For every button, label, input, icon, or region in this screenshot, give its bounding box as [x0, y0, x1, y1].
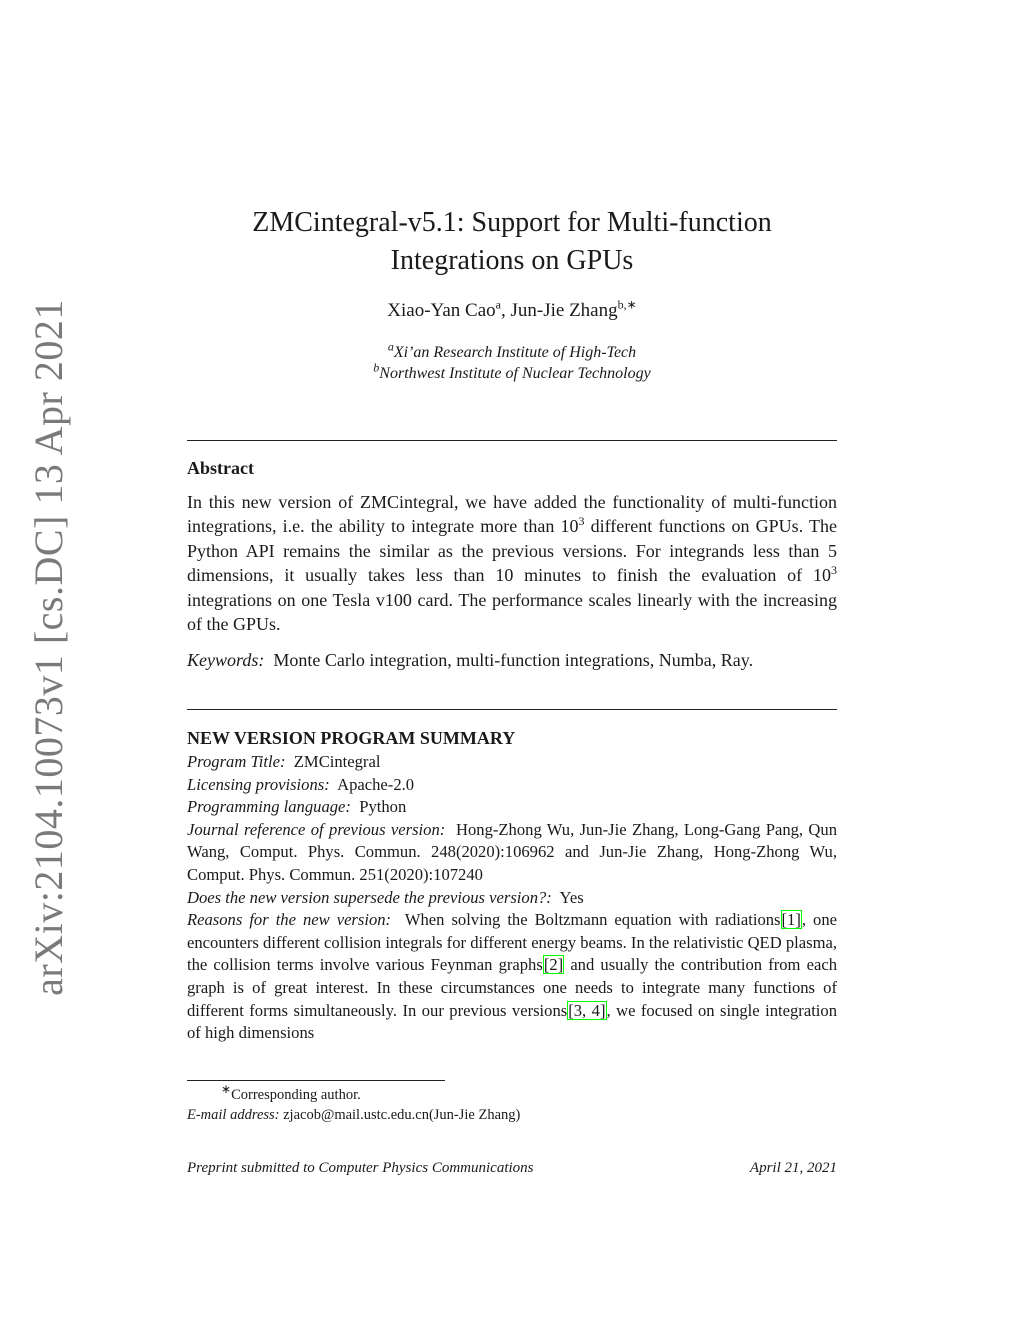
author-name: Xiao-Yan Cao — [387, 300, 496, 321]
author-name: Jun-Jie Zhang — [510, 300, 618, 321]
author-affiliation-mark: b,∗ — [617, 297, 637, 312]
abstract-text: In this new version of ZMCintegral, we have added the functionality of multi-function integrations, i.e. the ability to integrate more than $10^3$ different functions on GPUs. The Python API remains the similar as the previous versions. For integrands less than 5 dimensions, it usually takes less than 10 minutes to finish the evaluation of $10^3$ integrations on one Tesla v100 card. The performance scales linearly with the increasing of the GPUs. — [187, 492, 837, 635]
footnote-divider — [187, 1080, 445, 1081]
divider — [187, 709, 837, 710]
program-summary: Program Title: ZMCintegral Licensing provisions: Apache-2.0 Programming language: Python Journal reference of previous version: Hong-Zhong Wu, Jun-Jie Zhang, Long-Gang Pang, Qun Wang, Comput. Phys. Commun. 248(2020):106962 and Jun-Jie Zhang, Hong-Zhong Wu, Comput. Phys. Commun. 251(2020):107240 Does the new version supersede the previous version?: Yes Reasons for the new version: When solving the Boltzmann equation with radiations[1], one encounters different collision integrals for different energy beams. In the relativistic QED plasma, the collision terms involve various Feynman graphs[2] and usually the contribution from each graph is of great interest. In these circumstances one needs to integrate many functions of different forms simultaneously. In our previous versions[3, 4], we focused on single integration of high dimensions — [187, 752, 838, 1043]
keywords-text: Monte Carlo integration, multi-function integrations, Numba, Ray. — [273, 650, 754, 670]
divider — [187, 440, 837, 441]
email-address[interactable]: zjacob@mail.ustc.edu.cn(Jun-Jie Zhang) — [283, 1107, 521, 1123]
footnote-corresponding: ∗Corresponding author. — [221, 1082, 361, 1103]
author-affiliation-mark: a — [495, 297, 501, 312]
summary-heading: NEW VERSION PROGRAM SUMMARY — [187, 728, 516, 748]
page-footer — [187, 1160, 837, 1177]
footnote-email: E-mail address: zjacob@mail.ustc.edu.cn(Jun-Jie Zhang) — [187, 1107, 521, 1123]
citation-link[interactable]: [1] — [781, 910, 801, 930]
citation-link[interactable]: [3, 4] — [568, 1000, 606, 1020]
keywords-label: Keywords: — [187, 650, 265, 670]
abstract-heading: Abstract — [187, 458, 254, 478]
footer-date: April 21, 2021 — [749, 1160, 837, 1176]
arxiv-stamp-text: arXiv:2104.10073v1 [cs.DC] 13 Apr 2021 — [25, 298, 71, 996]
arxiv-stamp — [18, 298, 78, 996]
footnotes — [187, 1082, 837, 1125]
affiliation: $^b$Northwest Institute of Nuclear Technology — [373, 360, 651, 382]
keywords — [187, 648, 837, 672]
paper-title: ZMCintegral-v5.1: Support for Multi-function Integrations on GPUs — [252, 207, 772, 276]
footer-journal: Preprint submitted to Computer Physics Communications — [187, 1160, 534, 1176]
affiliation: $^a$Xi’an Research Institute of High-Tech — [387, 339, 637, 361]
author-list: Xiao-Yan Cao$^a$, Jun-Jie Zhang$^{b,∗}$ — [387, 297, 637, 321]
citation-link[interactable]: [2] — [543, 955, 564, 975]
affiliations — [187, 339, 837, 384]
